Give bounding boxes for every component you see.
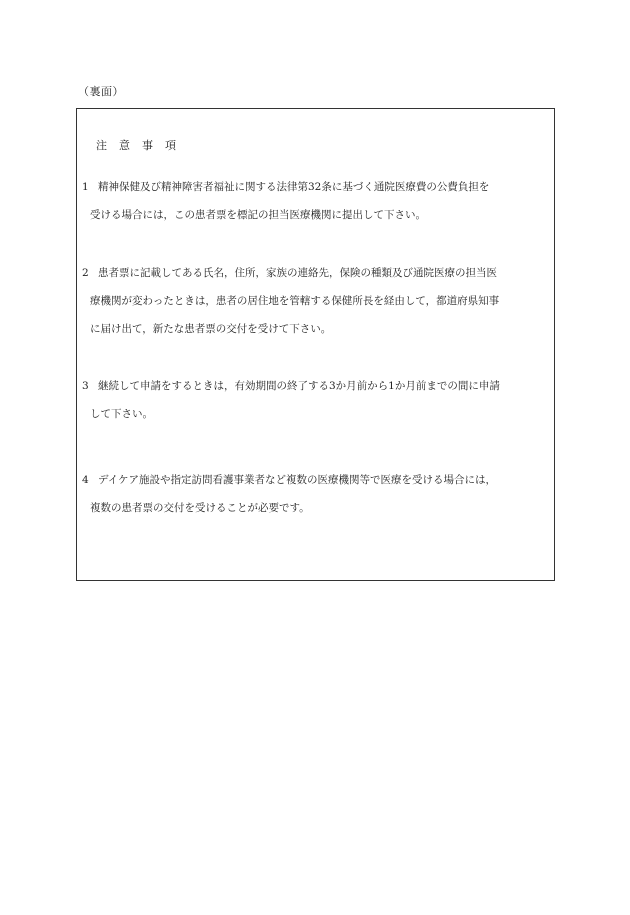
item-4-text-1: デイケア施設や指定訪問看護事業者など複数の医療機関等で医療を受ける場合には，: [98, 474, 497, 486]
item-2-text-3: に届け出て，新たな患者票の交付を受けて下さい。: [90, 323, 332, 335]
item-4-number: 4: [82, 474, 89, 486]
notice-title: 注意事項: [96, 139, 188, 152]
notice-item-4: [82, 466, 548, 522]
item-2-text-1: 患者票に記載してある氏名，住所，家族の連絡先，保険の種類及び通院医療の担当医: [98, 267, 497, 279]
item-3-text-1: 継続して申請をするときは，有効期間の終了する3か月前から1か月前までの間に申請: [98, 380, 500, 392]
item-3-line-1: [82, 372, 548, 400]
item-2-line-1: [82, 259, 548, 287]
item-2-number: 2: [82, 267, 89, 279]
item-3-number: 3: [82, 380, 89, 392]
page-side-label: （裏面）: [78, 85, 124, 98]
item-1-text-1: 精神保健及び精神障害者福祉に関する法律第32条に基づく通院医療費の公費負担を: [98, 181, 490, 193]
item-1-number: 1: [82, 181, 89, 193]
item-1-text-2: 受ける場合には，この患者票を標記の担当医療機関に提出して下さい。: [90, 209, 426, 221]
notice-box: [76, 108, 555, 581]
notice-item-2: [82, 259, 548, 343]
item-1-line-1: [82, 173, 548, 201]
notice-item-3: [82, 372, 548, 428]
item-2-text-2: 療機関が変わったときは，患者の居住地を管轄する保健所長を経由して，都道府県知事: [90, 295, 500, 307]
item-4-text-2: 複数の患者票の交付を受けることが必要です。: [90, 502, 310, 514]
item-3-text-2: して下さい。: [90, 408, 153, 420]
item-4-line-1: [82, 466, 548, 494]
notice-item-1: [82, 173, 548, 229]
